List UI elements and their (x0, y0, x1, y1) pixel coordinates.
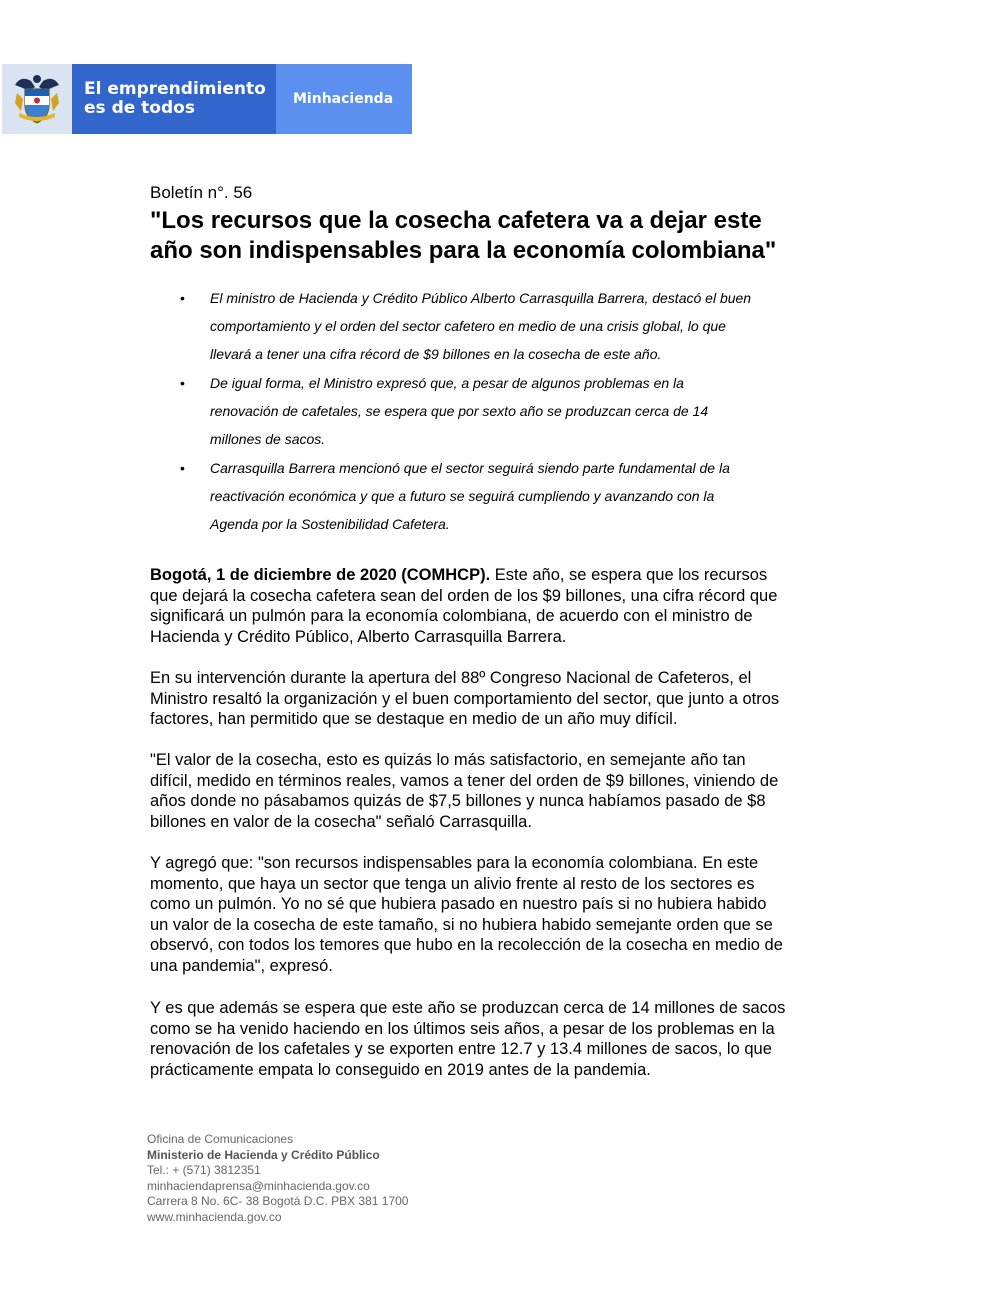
paragraph-line: observó, con todos los temores que hubo en la recolección de la cosecha en medio de (150, 936, 783, 954)
paragraph-line: significará un pulmón para la economía colombiana, de acuerdo con el ministro de (150, 607, 753, 625)
header-banner (2, 64, 412, 134)
highlight-line: millones de sacos. (210, 431, 326, 447)
highlight-item (150, 369, 850, 453)
paragraph-2 (150, 668, 850, 730)
paragraph-line: billones en valor de la cosecha" señaló Carrasquilla. (150, 812, 532, 831)
paragraph-line: En su intervención durante la apertura del 88º Congreso Nacional de Cafeteros, el (150, 669, 752, 687)
paragraph-line: Ministro resaltó la organización y el buen comportamiento del sector, que junto a otros (150, 689, 780, 708)
paragraph-4 (150, 853, 850, 976)
paragraph-1 (150, 565, 850, 647)
colombia-coat-of-arms-icon (11, 71, 63, 127)
highlights-list (150, 284, 850, 539)
footer-website-link[interactable]: www.minhacienda.gov.co (147, 1209, 282, 1224)
slogan (72, 64, 276, 134)
bullet-icon: • (180, 290, 185, 306)
footer-address: Carrera 8 No. 6C- 38 Bogotá D.C. PBX 381 1700 (147, 1194, 409, 1208)
highlight-line: renovación de cafetales, se espera que por sexto año se produzcan cerca de 14 (210, 403, 709, 419)
brand-name: Minhacienda (276, 64, 412, 134)
highlight-line: Carrasquilla Barrera mencionó que el sector seguirá siendo parte fundamental de la (210, 460, 730, 476)
highlight-item (150, 454, 850, 538)
paragraph-line: momento, que haya un sector que tenga un alivio frente al resto de los sectores es (150, 874, 755, 893)
paragraph-line: años donde no pásabamos quizás de $7,5 billones y nunca habíamos pasado de $8 (150, 792, 766, 810)
paragraph-line: "El valor de la cosecha, esto es quizás lo más satisfactorio, en semejante año tan (150, 751, 746, 769)
paragraph-line: Hacienda y Crédito Público, Alberto Carrasquilla Barrera. (150, 627, 567, 646)
highlight-line: comportamiento y el orden del sector cafetero en medio de una crisis global, lo que (210, 318, 726, 334)
footer-contact (147, 1132, 408, 1225)
footer-office: Oficina de Comunicaciones (147, 1132, 294, 1146)
paragraph-line: factores, han permitido que se destaque en medio de un año muy difícil. (150, 710, 678, 728)
paragraph-line: Y es que además se espera que este año se produzcan cerca de 14 millones de sacos (150, 999, 786, 1017)
paragraph-line: como se ha venido haciendo en los últimos seis años, a pesar de los problemas en la (150, 1019, 775, 1038)
paragraph-3 (150, 750, 850, 832)
highlight-line: llevará a tener una cifra récord de $9 billones en la cosecha de este año. (210, 346, 662, 362)
paragraph-line: renovación de los cafetales y se exporten entre 12.7 y 13.4 millones de sacos, lo que (150, 1040, 772, 1058)
highlight-line: De igual forma, el Ministro expresó que, a pesar de algunos problemas en la (210, 375, 684, 391)
paragraph-line: un valor de la cosecha de este tamaño, si no hubiera habido semejante orden que se (150, 915, 773, 934)
paragraph-line: prácticamente empata lo conseguido en 2019 antes de la pandemia. (150, 1060, 651, 1079)
headline (150, 206, 850, 266)
paragraph-line: una pandemia", expresó. (150, 956, 333, 975)
footer-phone: Tel.: + (571) 3812351 (147, 1163, 261, 1177)
seal-box (2, 64, 72, 134)
footer-ministry: Ministerio de Hacienda y Crédito Público (147, 1147, 380, 1162)
paragraph-line: como un pulmón. Yo no sé que hubiera pasado en nuestro país si no hubiera habido (150, 895, 767, 913)
bullet-icon: • (180, 460, 185, 476)
highlight-line: El ministro de Hacienda y Crédito Público Alberto Carrasquilla Barrera, destacó el buen (210, 290, 752, 306)
paragraph-line: que dejará la cosecha cafetera sean del orden de los $9 billones, una cifra récord que (150, 586, 778, 605)
highlight-item (150, 284, 850, 368)
headline-line-1: "Los recursos que la cosecha cafetera va a dejar este (150, 207, 762, 234)
paragraph-line: Y agregó que: "son recursos indispensables para la economía colombiana. En este (150, 854, 759, 872)
paragraph-line: Este año, se espera que los recursos (490, 566, 768, 584)
dateline: Bogotá, 1 de diciembre de 2020 (COMHCP). (150, 566, 491, 584)
slogan-line-1: El emprendimiento (84, 79, 266, 99)
highlight-line: Agenda por la Sostenibilidad Cafetera. (210, 516, 450, 532)
bulletin-number: Boletín n°. 56 (150, 183, 253, 202)
paragraph-line: difícil, medido en términos reales, vamos a tener del orden de $9 billones, viniendo de (150, 771, 779, 790)
headline-line-2: año son indispensables para la economía colombiana" (150, 237, 777, 264)
bullet-icon: • (180, 375, 185, 391)
paragraph-5 (150, 998, 850, 1080)
footer-email-link[interactable]: minhaciendaprensa@minhacienda.gov.co (147, 1178, 370, 1193)
slogan-line-2: es de todos (84, 98, 195, 118)
highlight-line: reactivación económica y que a futuro se seguirá cumpliendo y avanzando con la (210, 488, 715, 504)
